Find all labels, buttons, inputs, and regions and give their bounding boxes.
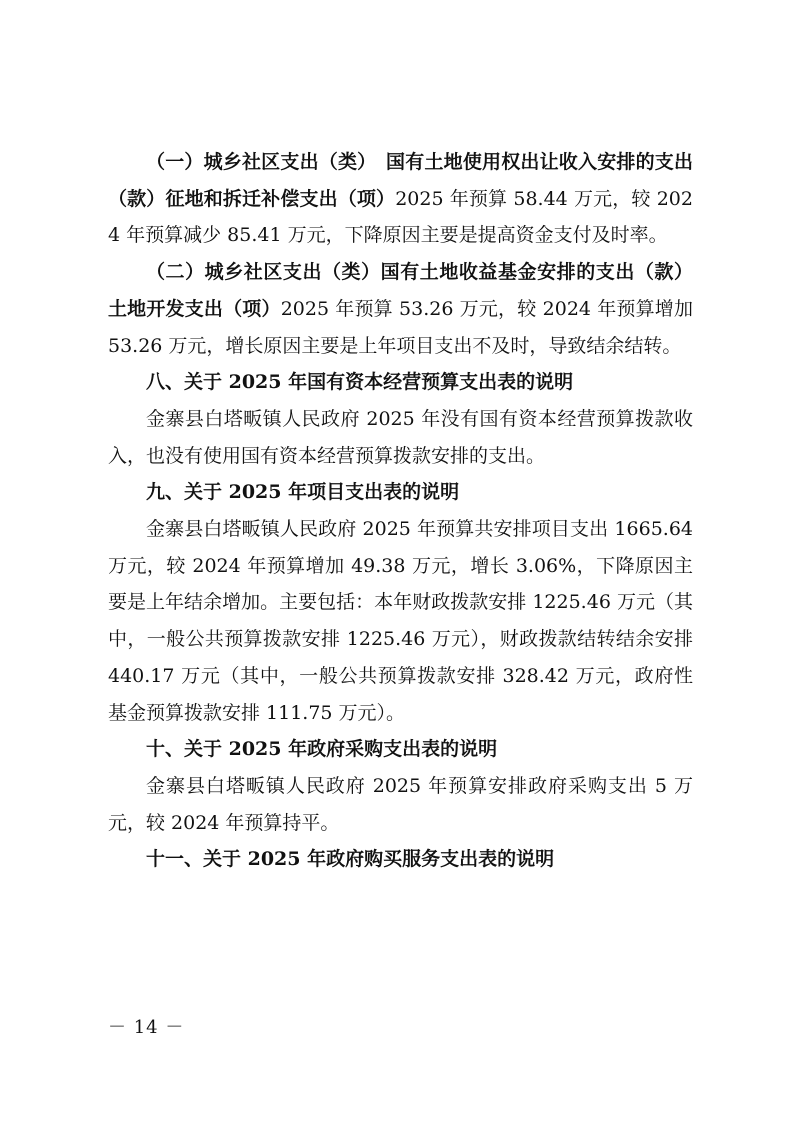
document-body bbox=[108, 144, 693, 878]
heading-section-9: 九、关于 2025 年项目支出表的说明 bbox=[146, 481, 460, 504]
item-text-land-development: 2025 年预算 53.26 万元，较 2024 年预算增加 53.26 万元，增长原因主要是上年项目支出不及时，导致结余结转。 bbox=[108, 297, 693, 357]
paragraph-section-10: 金寨县白塔畈镇人民政府 2025 年预算安排政府采购支出 5 万元，较 2024 年预算持平。 bbox=[108, 774, 693, 834]
page-number: － 14 － bbox=[108, 1017, 185, 1038]
item-title-land-development: （二）城乡社区支出（类）国有土地收益基金安排的支出（款）土地开发支出（项） bbox=[108, 261, 693, 320]
item-text-land-compensation: 2025 年预算 58.44 万元，较 2024 年预算减少 85.41 万元，下降原因主要是提高资金支付及时率。 bbox=[108, 187, 693, 247]
paragraph-section-9: 金寨县白塔畈镇人民政府 2025 年预算共安排项目支出 1665.64 万元，较 2024 年预算增加 49.38 万元，增长 3.06%，下降原因主要是上年结余增加。主要包括：本年财政拨款安排 1225.46 万元（其中，一般公共预算拨款安排 1225.46 万元），财政拨款结转结余安排 440.17 万元（其中，一般公共预算拨款安排 328.42 万元，政府性基金预算拨款安排 111.75 万元）。 bbox=[108, 518, 693, 724]
heading-section-11: 十一、关于 2025 年政府购买服务支出表的说明 bbox=[146, 848, 555, 871]
heading-section-10: 十、关于 2025 年政府采购支出表的说明 bbox=[146, 738, 498, 761]
heading-section-8: 八、关于 2025 年国有资本经营预算支出表的说明 bbox=[146, 371, 574, 394]
paragraph-urban-rural-land-development bbox=[108, 254, 693, 364]
paragraph-urban-rural-land-compensation bbox=[108, 144, 693, 254]
paragraph-section-8: 金寨县白塔畈镇人民政府 2025 年没有国有资本经营预算拨款收入，也没有使用国有资本经营预算拨款安排的支出。 bbox=[108, 407, 693, 467]
item-title-land-compensation: （一）城乡社区支出（类） 国有土地使用权出让收入安排的支出（款）征地和拆迁补偿支出（项） bbox=[108, 151, 693, 210]
